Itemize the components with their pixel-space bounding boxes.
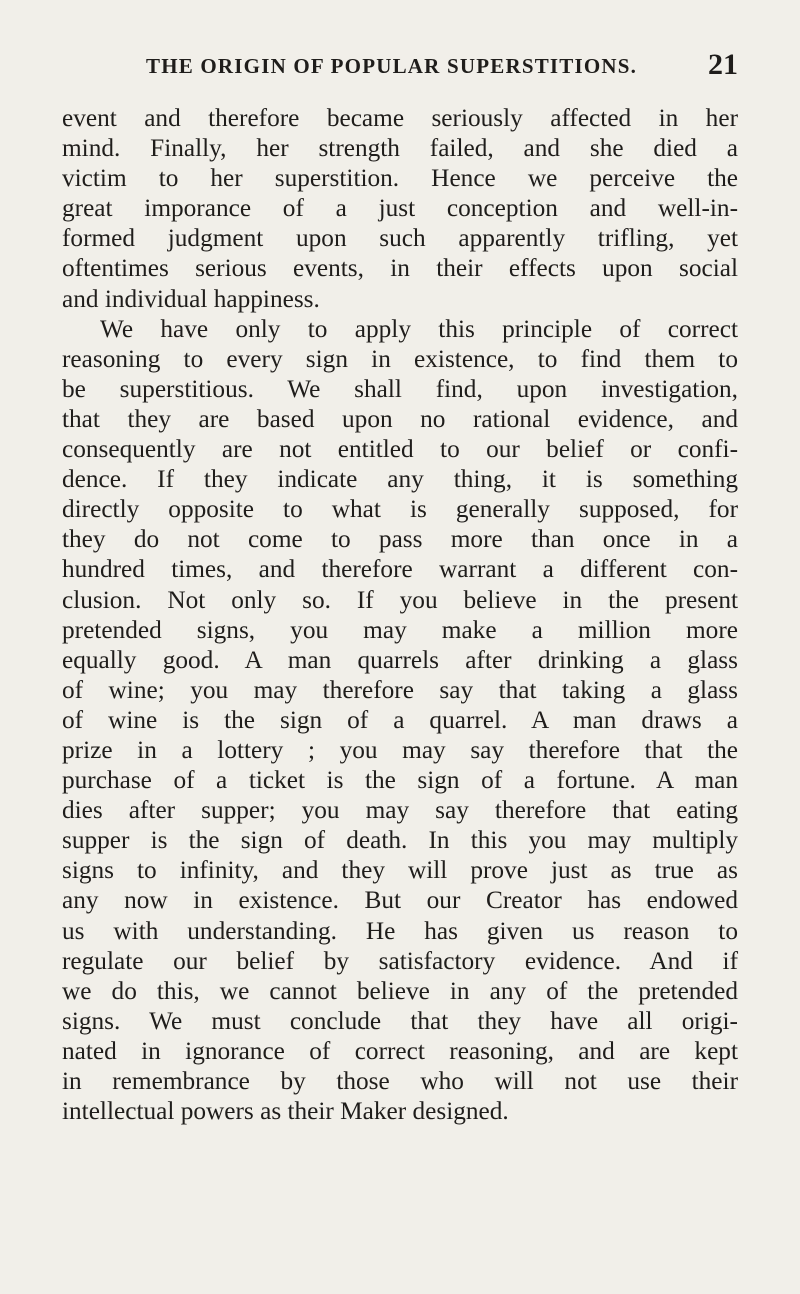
- text-line: us with understanding. He has given us reason to: [62, 916, 738, 945]
- text-line: any now in existence. But our Creator has endowed: [62, 886, 738, 915]
- text-line: reasoning to every sign in existence, to find them to: [62, 344, 738, 373]
- page-number: 21: [708, 48, 738, 81]
- text-line: dies after supper; you may say therefore that eating: [62, 796, 738, 825]
- text-line: formed judgment upon such apparently trifling, yet: [62, 224, 738, 253]
- text-line: consequently are not entitled to our belief or confi-: [62, 435, 738, 464]
- text-line: purchase of a ticket is the sign of a fortune. A man: [62, 766, 738, 795]
- text-line: supper is the sign of death. In this you may multiply: [62, 826, 738, 855]
- text-line: intellectual powers as their Maker designed.: [62, 1097, 509, 1126]
- body-text: [62, 103, 738, 1126]
- text-line: event and therefore became seriously affected in her: [62, 104, 738, 132]
- text-line: that they are based upon no rational evidence, and: [62, 404, 738, 433]
- text-line: we do this, we cannot believe in any of the pretended: [62, 976, 738, 1005]
- text-line: of wine; you may therefore say that taking a glass: [62, 675, 738, 704]
- text-line: hundred times, and therefore warrant a different con-: [62, 555, 738, 584]
- text-line: prize in a lottery ; you may say therefore that the: [62, 735, 738, 764]
- text-line: regulate our belief by satisfactory evidence. And if: [62, 946, 738, 975]
- text-line: signs. We must conclude that they have all origi-: [62, 1006, 738, 1035]
- text-line: directly opposite to what is generally supposed, for: [62, 495, 738, 524]
- running-head: [146, 48, 738, 82]
- text-line: clusion. Not only so. If you believe in the present: [62, 585, 738, 614]
- text-line: oftentimes serious events, in their effects upon social: [62, 254, 738, 283]
- text-line: of wine is the sign of a quarrel. A man draws a: [62, 705, 738, 734]
- text-line: pretended signs, you may make a million more: [62, 615, 738, 644]
- running-title: THE ORIGIN OF POPULAR SUPERSTITIONS.: [146, 54, 638, 78]
- text-line: We have only to apply this principle of correct: [100, 314, 738, 343]
- text-line: signs to infinity, and they will prove just as true as: [62, 856, 738, 885]
- text-line: equally good. A man quarrels after drinking a glass: [62, 645, 738, 674]
- text-line: and individual happiness.: [62, 284, 320, 313]
- text-line: in remembrance by those who will not use their: [62, 1067, 738, 1095]
- text-line: great imporance of a just conception and well-in-: [62, 194, 738, 223]
- text-line: they do not come to pass more than once in a: [62, 525, 738, 554]
- text-line: be superstitious. We shall find, upon investigation,: [62, 374, 738, 403]
- text-line: mind. Finally, her strength failed, and she died a: [62, 134, 738, 163]
- text-line: victim to her superstition. Hence we perceive the: [62, 164, 738, 193]
- text-line: dence. If they indicate any thing, it is something: [62, 465, 738, 494]
- text-line: nated in ignorance of correct reasoning, and are kept: [62, 1036, 738, 1065]
